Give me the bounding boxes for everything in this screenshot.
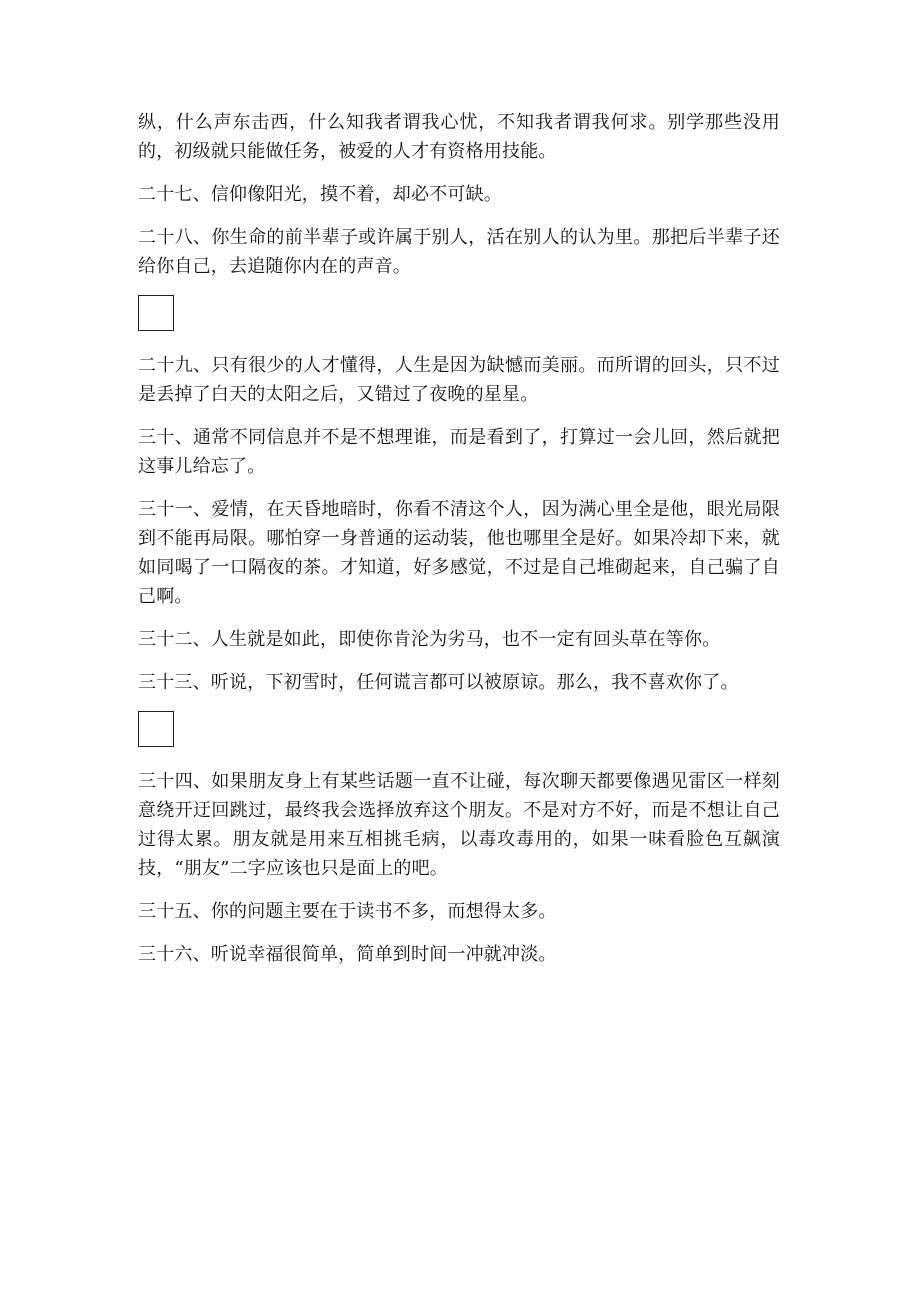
paragraph-29: 二十九、只有很少的人才懂得，人生是因为缺憾而美丽。而所谓的回头，只不过是丢掉了白天的太阳之后，又错过了夜晚的星星。 — [138, 355, 780, 405]
paragraph-27: 二十七、信仰像阳光，摸不着，却必不可缺。 — [138, 184, 502, 205]
empty-box-placeholder — [138, 295, 174, 331]
paragraph-33: 三十三、听说，下初雪时，任何谎言都可以被原谅。那么，我不喜欢你了。 — [138, 672, 739, 693]
paragraph-34: 三十四、如果朋友身上有某些话题一直不让碰，每次聊天都要像遇见雷区一样刻意绕开迂回跳过，最终我会选择放弃这个朋友。不是对方不好，而是不想让自己过得太累。朋友就是用来互相挑毛病，以毒攻毒用的，如果一味看脸色互飙演技，“朋友”二字应该也只是面上的吧。 — [138, 771, 780, 879]
paragraph-36: 三十六、听说幸福很简单，简单到时间一冲就冲淡。 — [138, 944, 557, 965]
paragraph-30: 三十、通常不同信息并不是不想理谁，而是看到了，打算过一会儿回，然后就把这事儿给忘了。 — [138, 427, 780, 477]
paragraph-31: 三十一、爱情，在天昏地暗时，你看不清这个人，因为满心里全是他，眼光局限到不能再局限。哪怕穿一身普通的运动装，他也哪里全是好。如果冷却下来，就如同喝了一口隔夜的茶。才知道，好多感觉，不过是自己堆砌起来，自己骗了自己啊。 — [138, 499, 780, 607]
paragraph-35: 三十五、你的问题主要在于读书不多，而想得太多。 — [138, 901, 557, 922]
paragraph-28: 二十八、你生命的前半辈子或许属于别人，活在别人的认为里。那把后半辈子还给你自己，去追随你内在的声音。 — [138, 227, 780, 277]
paragraph-continued: 纵，什么声东击西，什么知我者谓我心忧，不知我者谓我何求。别学那些没用的，初级就只能做任务，被爱的人才有资格用技能。 — [138, 112, 780, 162]
empty-box-placeholder — [138, 711, 174, 747]
document-page — [138, 108, 780, 983]
paragraph-32: 三十二、人生就是如此，即使你肯沦为劣马，也不一定有回头草在等你。 — [138, 629, 721, 650]
